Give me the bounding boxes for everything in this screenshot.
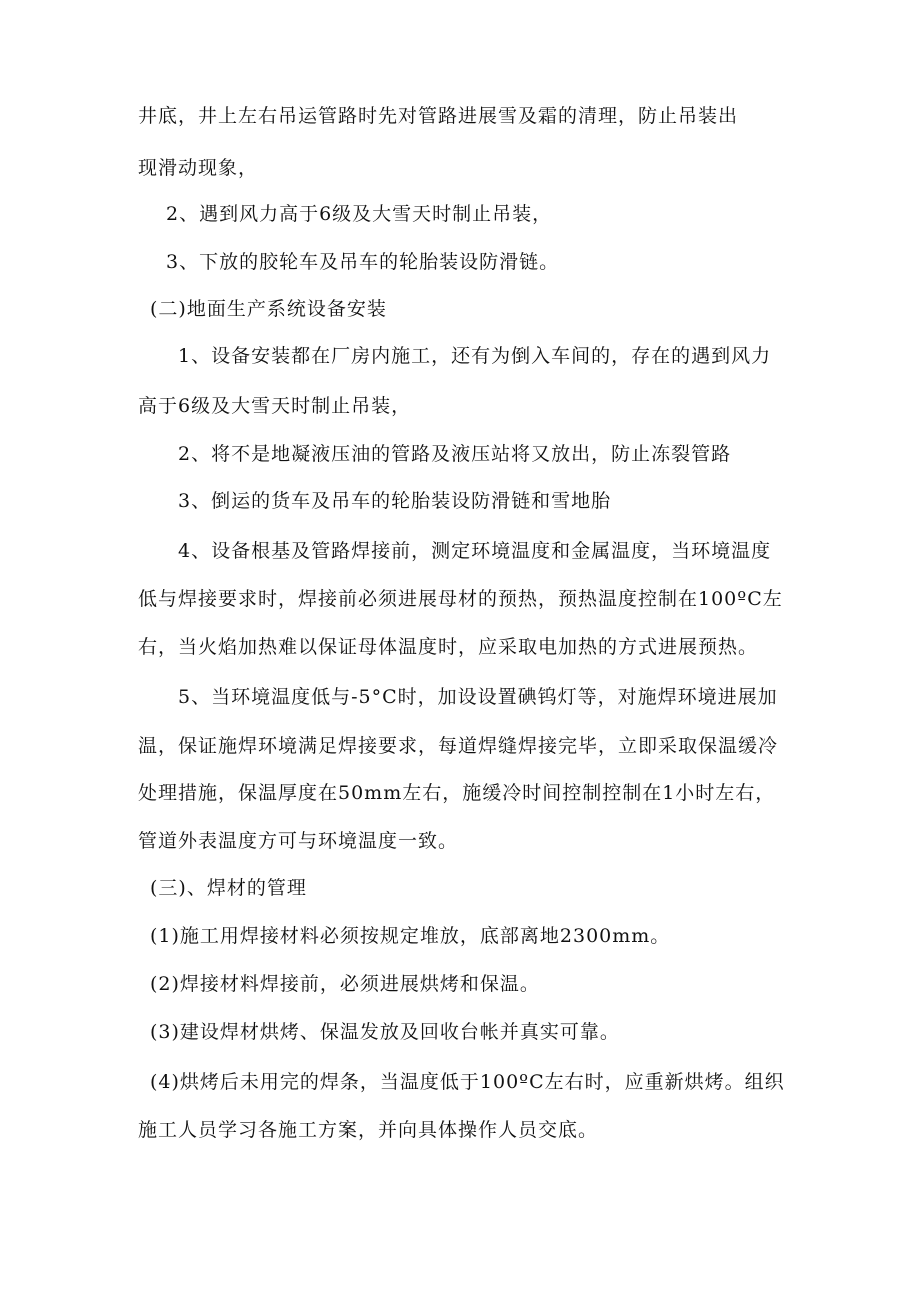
text-line: 3、倒运的货车及吊车的轮胎装设防滑链和雪地胎: [178, 490, 612, 512]
text-line: 4、设备根基及管路焊接前，测定环境温度和金属温度，当环境温度: [178, 540, 772, 562]
text-line: 高于6级及大雪天时制止吊装，: [138, 395, 412, 417]
text-line: 2、将不是地凝液压油的管路及液压站将又放出，防止冻裂管路: [178, 443, 732, 465]
text-line: 施工人员学习各施工方案，并向具体操作人员交底。: [138, 1119, 599, 1141]
text-line: 右，当火焰加热难以保证母体温度时，应采取电加热的方式进展预热。: [138, 636, 759, 658]
text-line: 1、设备安装都在厂房内施工，还有为倒入车间的，存在的遇到风力: [178, 345, 772, 367]
text-line: 管道外表温度方可与环境温度一致。: [138, 830, 459, 852]
text-line: (4)烘烤后未用完的焊条，当温度低于100ºC左右时，应重新烘烤。组织: [150, 1071, 785, 1093]
text-line: 2、遇到风力高于6级及大雪天时制止吊装，: [166, 203, 553, 225]
text-line: (1)施工用焊接材料必须按规定堆放，底部离地2300mm。: [150, 925, 671, 947]
text-line: 现滑动现象，: [138, 157, 259, 179]
text-line: 低与焊接要求时，焊接前必须进展母材的预热，预热温度控制在100ºC左: [138, 588, 783, 610]
text-line: 温，保证施焊环境满足焊接要求，每道焊缝焊接完毕，立即采取保温缓冷: [138, 735, 779, 757]
text-line: 井底，井上左右吊运管路时先对管路进展雪及霜的清理，防止吊装出: [138, 105, 739, 127]
text-line: (2)焊接材料焊接前，必须进展烘烤和保温。: [150, 973, 540, 995]
section-heading: (二)地面生产系统设备安装: [150, 298, 387, 320]
text-line: 5、当环境温度低与-5°C时，加设设置碘钨灯等，对施焊环境进展加: [178, 686, 778, 708]
text-line: 3、下放的胶轮车及吊车的轮胎装设防滑链。: [166, 251, 560, 273]
text-line: (3)建设焊材烘烤、保温发放及回收台帐并真实可靠。: [150, 1021, 620, 1043]
text-line: 处理措施，保温厚度在50mm左右，施缓冷时间控制控制在1小时左右，: [138, 782, 776, 804]
section-heading: (三)、焊材的管理: [150, 877, 307, 899]
